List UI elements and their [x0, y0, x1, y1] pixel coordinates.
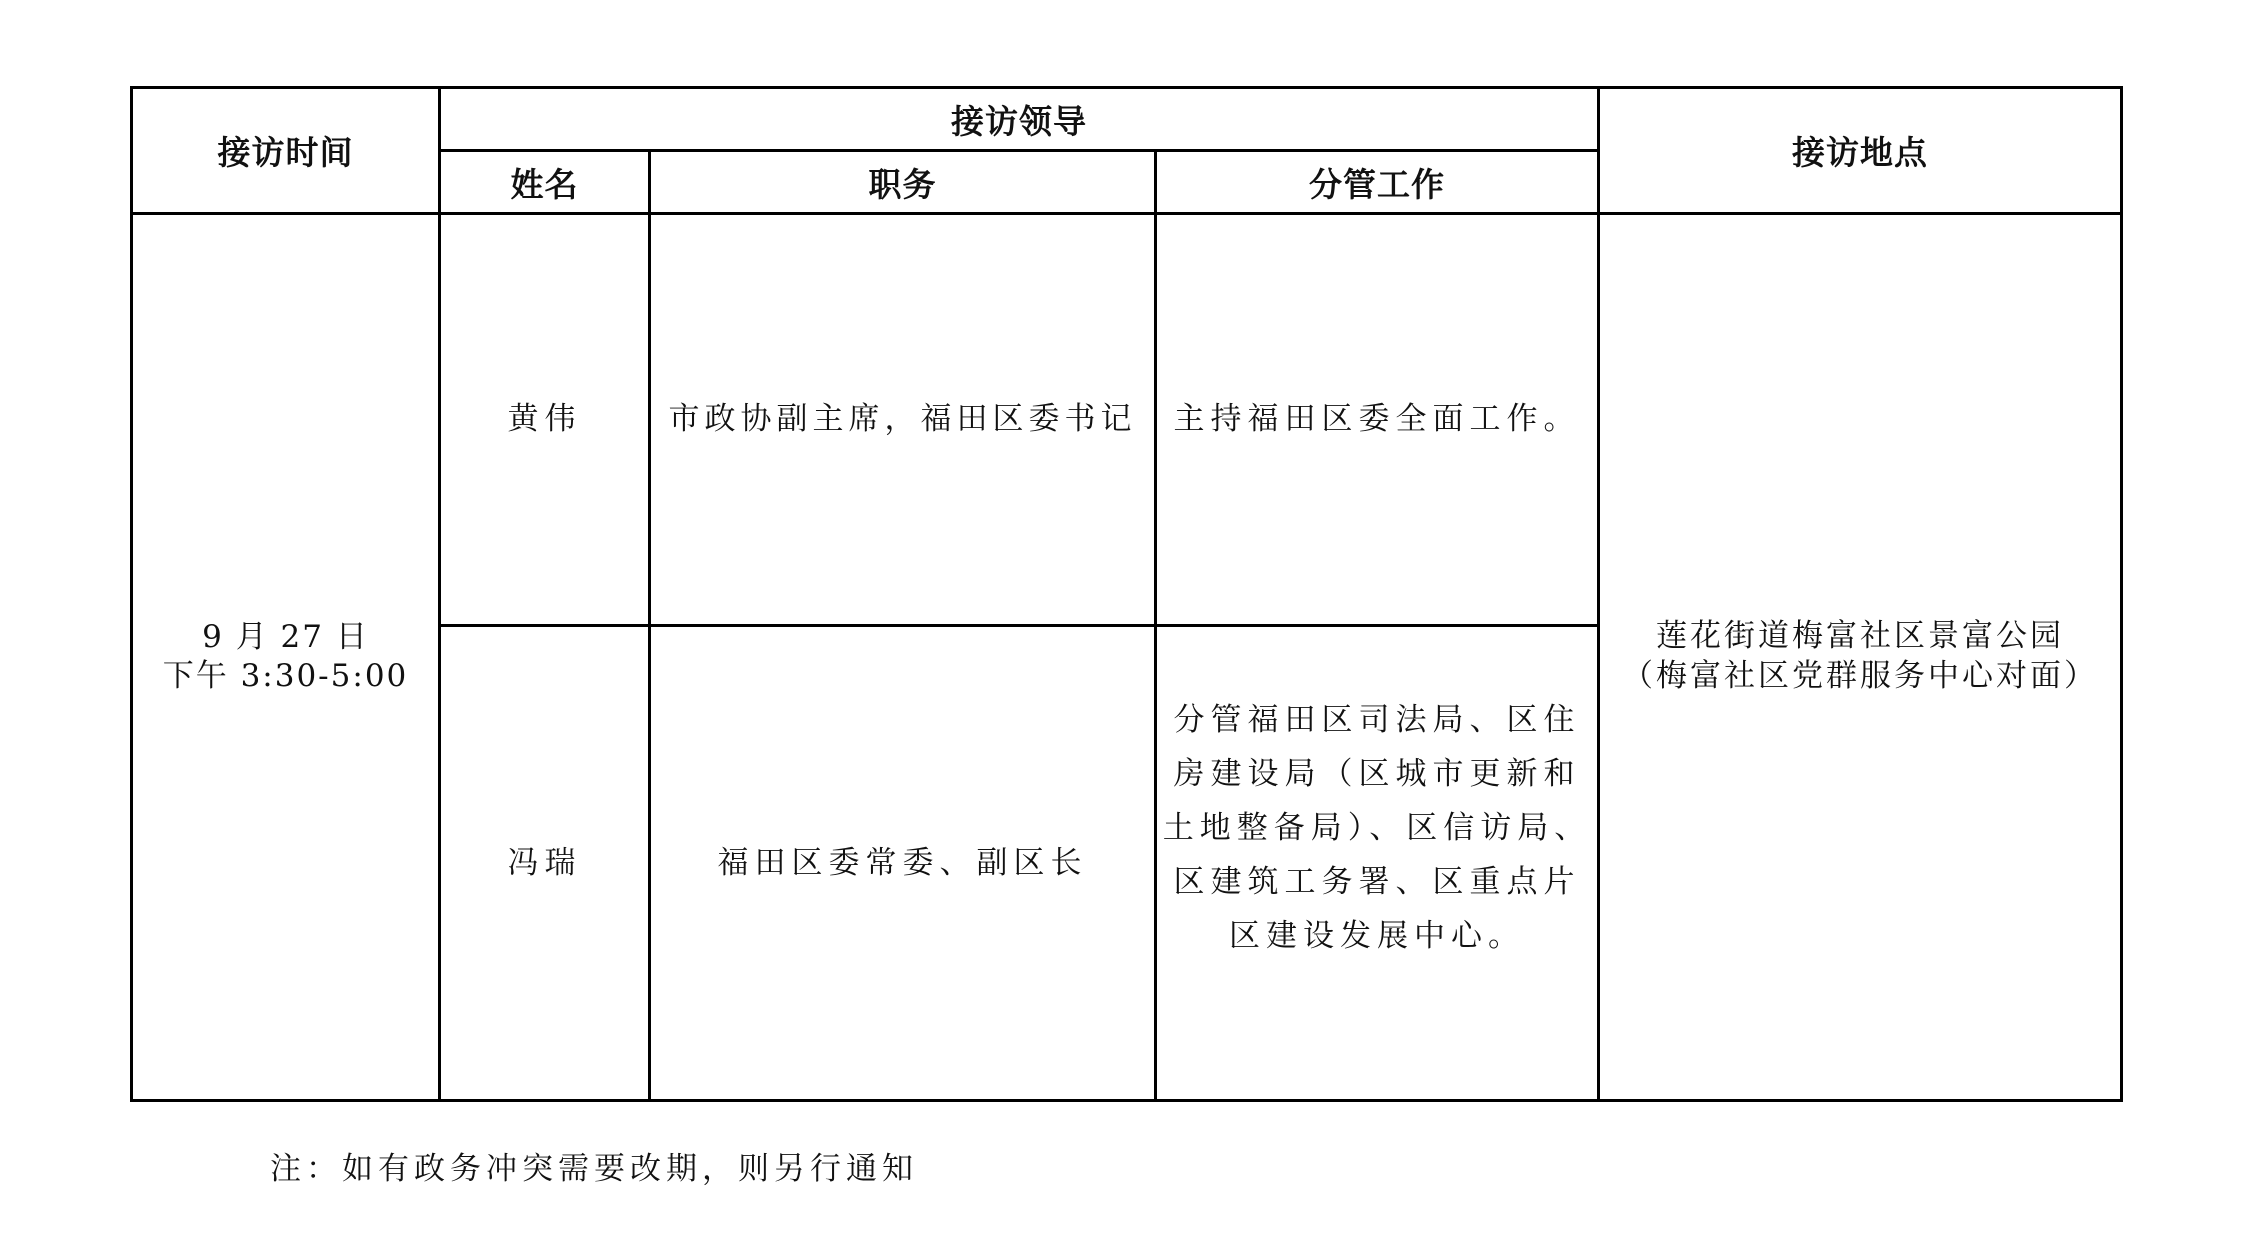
footnote: 注：如有政务冲突需要改期，则另行通知 [270, 1151, 918, 1187]
work-line: 分管福田区司法局、区住 [1173, 702, 1581, 738]
reception-time-cell [132, 214, 440, 1101]
reception-place-line-1: 莲花街道梅富社区景富公园 [1656, 618, 2065, 655]
table-row [132, 214, 2122, 626]
reception-hours: 下午 3:30-5:00 [162, 658, 409, 694]
leader-work: 主持福田区委全面工作。 [1156, 214, 1599, 626]
leader-position: 福田区委常委、副区长 [650, 626, 1156, 1101]
reception-date: 9 月 27 日 [202, 619, 369, 656]
header-time: 接访时间 [132, 88, 440, 214]
leader-position: 市政协副主席，福田区委书记 [650, 214, 1156, 626]
leader-work [1156, 626, 1599, 1101]
header-leaders: 接访领导 [440, 88, 1599, 151]
header-work: 分管工作 [1156, 151, 1599, 214]
work-line: 房建设局（区城市更新和 [1173, 756, 1581, 792]
header-row-1 [132, 88, 2122, 151]
reception-schedule-table [130, 86, 2123, 1102]
header-place: 接访地点 [1599, 88, 2122, 214]
leader-name: 黄伟 [440, 214, 650, 626]
work-line: 土地整备局）、区信访局、 [1162, 810, 1592, 846]
header-position: 职务 [650, 151, 1156, 214]
leader-name: 冯瑞 [440, 626, 650, 1101]
work-line: 区建设发展中心。 [1229, 918, 1525, 954]
work-line: 区建筑工务署、区重点片 [1173, 864, 1581, 900]
header-name: 姓名 [440, 151, 650, 214]
reception-place-cell [1599, 214, 2122, 1101]
reception-place-line-2: （梅富社区党群服务中心对面） [1622, 658, 2099, 694]
